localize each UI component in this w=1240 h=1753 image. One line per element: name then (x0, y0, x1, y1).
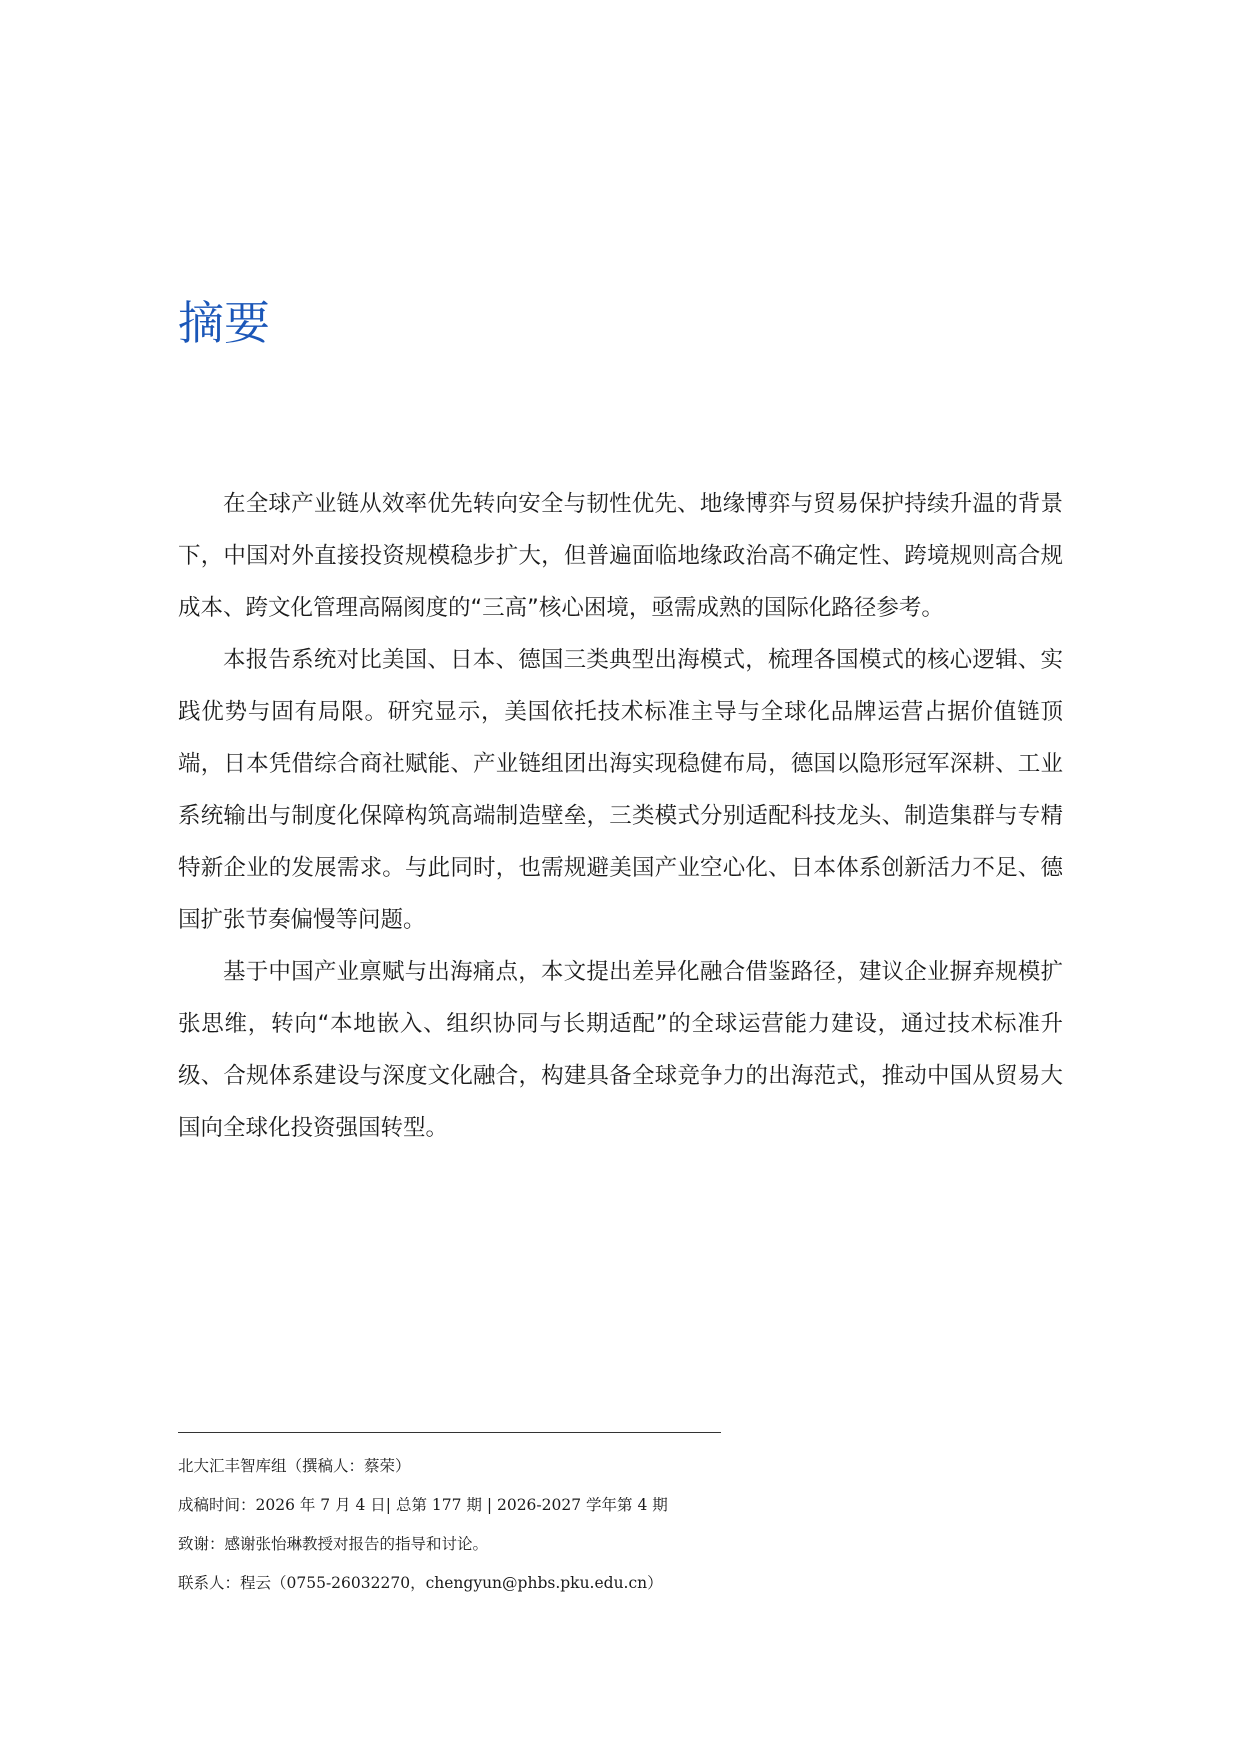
footnote-contact: 联系人：程云（0755-26032270，chengyun@phbs.pku.edu.cn） (178, 1574, 663, 1592)
abstract-paragraph: 本报告系统对比美国、日本、德国三类典型出海模式，梳理各国模式的核心逻辑、实践优势与固有局限。研究显示，美国依托技术标准主导与全球化品牌运营占据价值链顶端，日本凭借综合商社赋能、产业链组团出海实现稳健布局，德国以隐形冠军深耕、工业系统输出与制度化保障构筑高端制造壁垒，三类模式分别适配科技龙头、制造集群与专精特新企业的发展需求。与此同时，也需规避美国产业空心化、日本体系创新活力不足、德国扩张节奏偏慢等问题。 (178, 647, 1063, 933)
footnote-block (178, 1447, 1078, 1603)
abstract-paragraph: 在全球产业链从效率优先转向安全与韧性优先、地缘博弈与贸易保护持续升温的背景下，中国对外直接投资规模稳步扩大，但普遍面临地缘政治高不确定性、跨境规则高合规成本、跨文化管理高隔阂度的“三高”核心困境，亟需成熟的国际化路径参考。 (178, 491, 1063, 621)
footnote-divider (178, 1432, 721, 1433)
abstract-paragraph: 基于中国产业禀赋与出海痛点，本文提出差异化融合借鉴路径，建议企业摒弃规模扩张思维，转向“本地嵌入、组织协同与长期适配”的全球运营能力建设，通过技术标准升级、合规体系建设与深度文化融合，构建具备全球竞争力的出海范式，推动中国从贸易大国向全球化投资强国转型。 (178, 959, 1063, 1141)
footnote-thanks: 致谢：感谢张怡琳教授对报告的指导和讨论。 (178, 1535, 489, 1553)
footnote-date: 成稿时间：2026 年 7 月 4 日| 总第 177 期 | 2026-2027 学年第 4 期 (178, 1496, 668, 1514)
footnote-author: 北大汇丰智库组（撰稿人：蔡荣） (178, 1457, 411, 1475)
page-title: 摘要 (178, 296, 270, 350)
abstract-body (178, 478, 1063, 1154)
